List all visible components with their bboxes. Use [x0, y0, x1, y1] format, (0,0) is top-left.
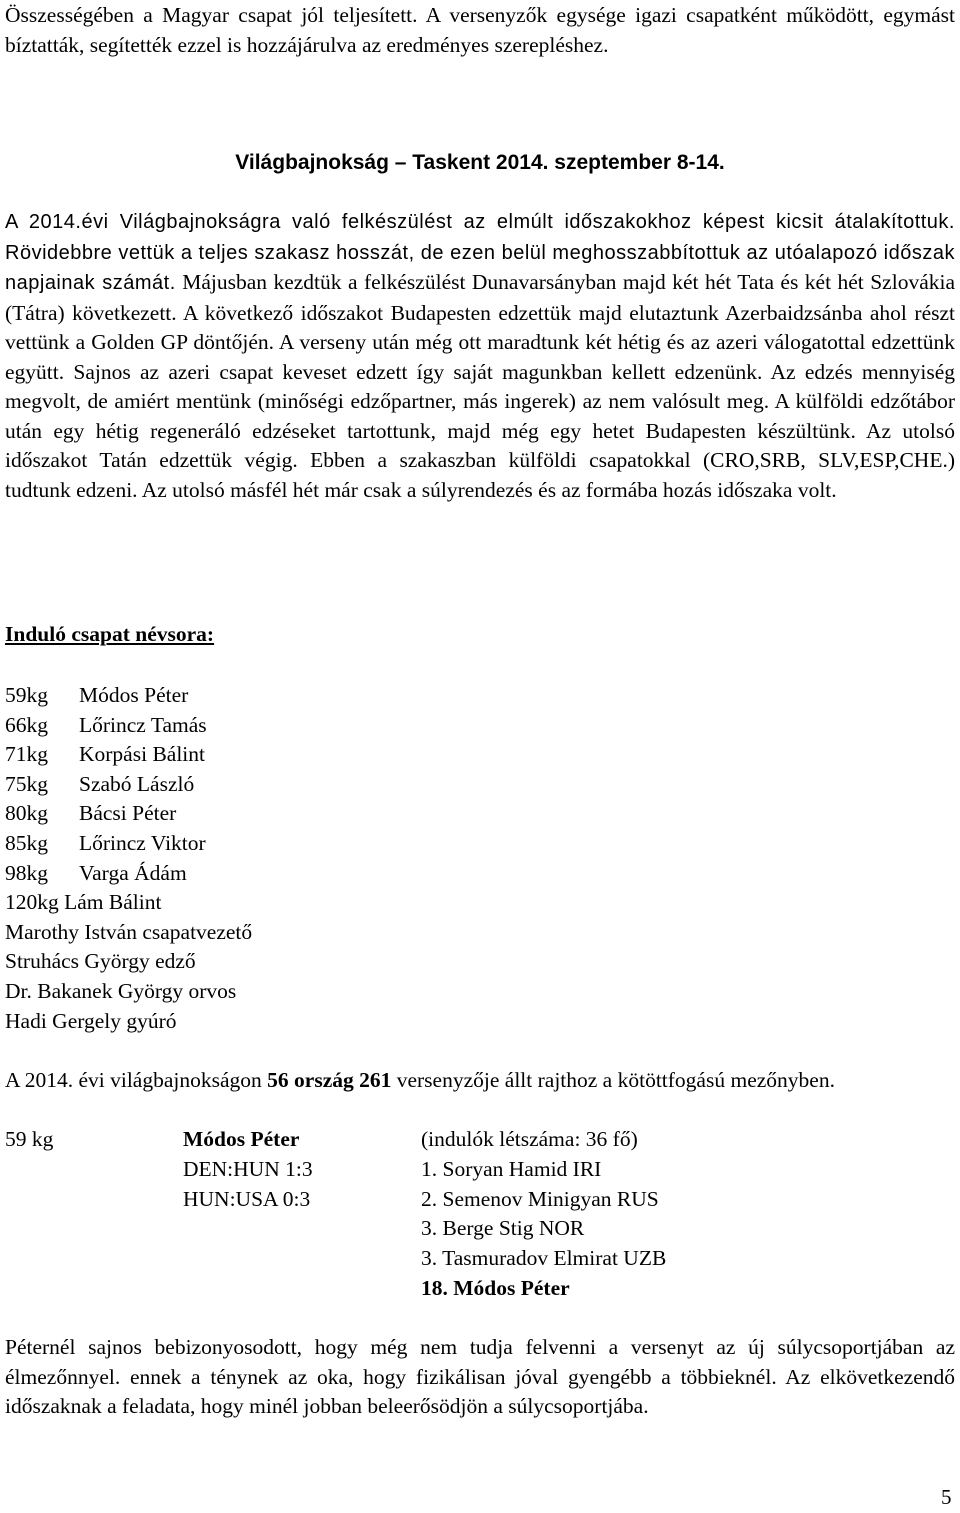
roster-item — [5, 770, 252, 800]
intro-paragraph: Összességében a Magyar csapat jól teljesített. A versenyzők egysége igazi csapatként működött, egymást bíztatták, segítették ezzel is hozzájárulva az eredményes szerepléshez. — [5, 3, 955, 57]
document-page — [5, 0, 955, 1513]
country-count: 56 ország — [267, 1068, 354, 1092]
own-placing: 18. Módos Péter — [421, 1275, 570, 1300]
roster-item — [5, 740, 252, 770]
placing: 2. Semenov Minigyan RUS — [421, 1186, 659, 1211]
roster-name: Korpási Bálint — [79, 742, 205, 767]
roster-item — [5, 888, 252, 918]
roster-heading: Induló csapat névsora: — [5, 622, 215, 646]
results-row — [5, 1125, 955, 1155]
roster-name: Lám Bálint — [64, 890, 162, 915]
roster-weight: 59kg — [5, 683, 48, 707]
roster-name: Szabó László — [79, 771, 195, 796]
staff-item: Hadi Gergely gyúró — [5, 1008, 177, 1033]
results-row — [5, 1214, 955, 1244]
bout-result: HUN:USA 0:3 — [183, 1186, 311, 1211]
competitor-count: 261 — [359, 1068, 392, 1092]
roster-item — [5, 799, 252, 829]
preparation-lead: A 2014.évi Világbajnokságra való felkészülést az elmúlt időszakokhoz képest kicsit átalakítottuk. Rövidebbre vettük a teljes szakasz hosszát, de ezen belül meghosszabbítottuk az utóalapozó időszak napjainak számát. — [5, 211, 955, 294]
athlete-name: Módos Péter — [183, 1127, 300, 1151]
placing: 3. Berge Stig NOR — [421, 1216, 585, 1241]
roster-name: Lőrincz Tamás — [79, 712, 207, 737]
results-table — [5, 1125, 955, 1304]
entrant-count: (indulók létszáma: 36 fő) — [421, 1127, 638, 1151]
roster-item — [5, 711, 252, 741]
roster-weight: 75kg — [5, 771, 48, 796]
closing-paragraph: Péternél sajnos bebizonyosodott, hogy még nem tudja felvenni a versenyt az új súlycsoportjában az élmezőnnyel. ennek a ténynek az oka, hogy fizikálisan jóval gyengébb a többieknél. Az elkövetkezendő időszaknak a feladata, hogy minél jobban beleerősödjön a súlycsoportjába. — [5, 1335, 955, 1418]
roster-weight: 98kg — [5, 860, 48, 885]
results-row — [5, 1274, 955, 1304]
roster-item — [5, 681, 252, 711]
roster-weight: 85kg — [5, 830, 48, 855]
results-row — [5, 1185, 955, 1215]
championship-summary — [5, 1066, 955, 1096]
bout-result: DEN:HUN 1:3 — [183, 1156, 313, 1181]
world-championship-heading: Világbajnokság – Taskent 2014. szeptember 8-14. — [235, 151, 725, 174]
staff-item: Marothy István csapatvezető — [5, 919, 253, 944]
page-number: 5 — [941, 1485, 952, 1509]
roster-name: Varga Ádám — [79, 860, 187, 885]
preparation-paragraph — [5, 207, 955, 505]
placing: 1. Soryan Hamid IRI — [421, 1156, 602, 1181]
preparation-rest: Májusban kezdtük a felkészülést Dunavarsányban majd két hét Tata és két hét Szlovákia (Tátra) következett. A következő időszakot Budapesten edzettük majd elutaztunk Azerbaidzsánba ahol részt vettünk a Golden GP döntőjén. A verseny után még ott maradtunk két hétig és az azeri válogatottal edzettünk együtt. Sajnos az azeri csapat keveset edzett így saját magunkban kellett edzenünk. Az edzés mennyiség megvolt, de amiért mentünk (minőségi edzőpartner, más ingerek) az nem valósult meg. A külföldi edzőtábor után egy hétig regeneráló edzéseket tartottunk, majd még egy hetet Budapesten készültünk. Az utolsó időszakot Tatán edzettük végig. Ebben a szakaszban külföldi csapatokkal (CRO,SRB, SLV,ESP,CHE.) tudtunk edzeni. Az utolsó másfél hét már csak a súlyrendezés és az formába hozás időszaka volt. — [5, 270, 956, 502]
weight-class: 59 kg — [5, 1127, 54, 1151]
roster-weight: 120kg — [5, 890, 59, 915]
roster-weight: 71kg — [5, 742, 48, 767]
roster-weight: 66kg — [5, 712, 48, 737]
roster-item — [5, 859, 252, 889]
roster-weight: 80kg — [5, 801, 48, 826]
results-row — [5, 1155, 955, 1185]
roster-name: Lőrincz Viktor — [79, 830, 206, 855]
summary-text-end: versenyzője állt rajthoz a kötöttfogású mezőnyben. — [391, 1068, 835, 1092]
team-roster — [5, 681, 252, 1036]
roster-name: Módos Péter — [79, 683, 189, 707]
roster-name: Bácsi Péter — [79, 801, 177, 826]
placing: 3. Tasmuradov Elmirat UZB — [421, 1246, 667, 1271]
staff-item: Struhács György edző — [5, 949, 196, 974]
summary-text: A 2014. évi világbajnokságon — [5, 1068, 268, 1092]
results-row — [5, 1244, 955, 1274]
staff-item: Dr. Bakanek György orvos — [5, 978, 237, 1003]
roster-item — [5, 829, 252, 859]
